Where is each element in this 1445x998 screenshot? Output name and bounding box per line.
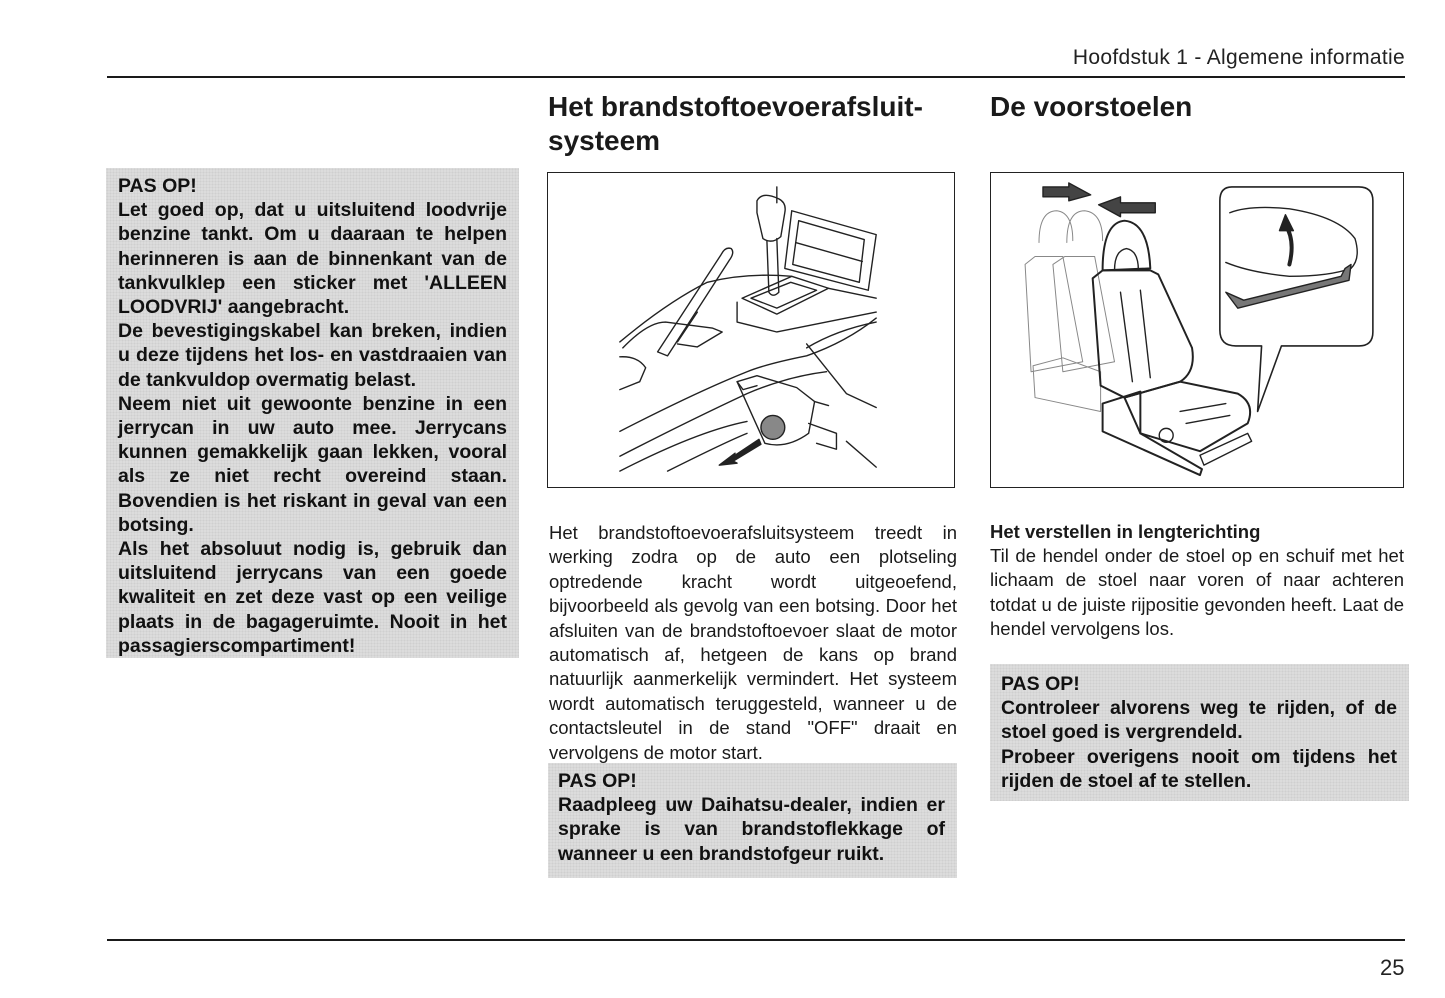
warning-heading: PAS OP! [1001,673,1080,695]
front-seat-figure [990,172,1404,488]
fuel-cutoff-illustration-icon [548,173,954,487]
warning-box-seat-lock [990,664,1409,801]
chapter-title: Hoofdstuk 1 - Algemene informatie [1072,46,1405,69]
warning-box-unleaded-fuel [106,168,519,658]
warning-paragraph: Als het absoluut nodig is, gebruik dan uitsluitend jerrycans van een goede kwaliteit en zet deze vast op een veilige plaats in de bagageruimte. Nooit in het passagierscompartiment! [118,538,507,657]
warning-paragraph: Probeer overigens nooit om tijdens het rijden de stoel af te stellen. [1001,745,1397,792]
seat-adjustment-description: Til de hendel onder de stoel op en schuif met het lichaam de stoel naar voren of naar achteren totdat u de juiste rijpositie gevonden heeft. Laat de hendel vervolgens los. [990,545,1404,640]
page-number: 25 [1380,955,1405,980]
warning-box-fuel-leak [548,763,957,878]
warning-paragraph: Controleer alvorens weg te rijden, of de stoel goed is vergrendeld. [1001,697,1397,744]
subheading-longitudinal-adjustment: Het verstellen in lengterichting [990,521,1261,542]
fuel-cutoff-description: Het brandstoftoevoerafsluitsysteem treedt in werking zodra op de auto een plotseling optredende kracht wordt uitgeoefend, bijvoorbeeld als gevolg van een botsing. Door het afsluiten van de brandstoftoevoer slaat de motor automatisch af, hetgeen de kans op brand natuurlijk aanmerkelijk vermindert. Het systeem wordt automatisch teruggesteld, wanneer u de contactsleutel in de stand "OFF" draait en vervolgens de motor start. [549,522,957,763]
section-title-fuel-cutoff: Het brandstoftoevoerafsluit-systeem [548,91,923,156]
header-rule [107,76,1405,78]
warning-paragraph: Let goed op, dat u uitsluitend loodvrije benzine tankt. Om u daaraan te helpen herinneren is aan de binnenkant van de tankvulklep een sticker met 'ALLEEN LOODVRIJ' aangebracht. [118,199,507,319]
warning-paragraph: De bevestigingskabel kan breken, indien u deze tijdens het los- en vastdraaien van de tankvuldop overmatig belast. [118,320,507,391]
warning-paragraph: Neem niet uit gewoonte benzine in een jerrycan in uw auto mee. Jerrycans kunnen gemakkelijk gaan lekken, vooral als ze niet recht overeind staan. Bovendien is het riskant in geval van een botsing. [118,392,507,536]
warning-heading: PAS OP! [558,770,637,792]
footer-rule [107,939,1405,941]
fuel-cutoff-figure [547,172,955,488]
front-seat-illustration-icon [991,173,1403,487]
section-title-front-seats: De voorstoelen [990,91,1193,122]
warning-heading: PAS OP! [118,175,197,197]
warning-paragraph: Raadpleeg uw Daihatsu-dealer, indien er sprake is van brandstoflekkage of wanneer u een brandstofgeur ruikt. [558,794,945,865]
